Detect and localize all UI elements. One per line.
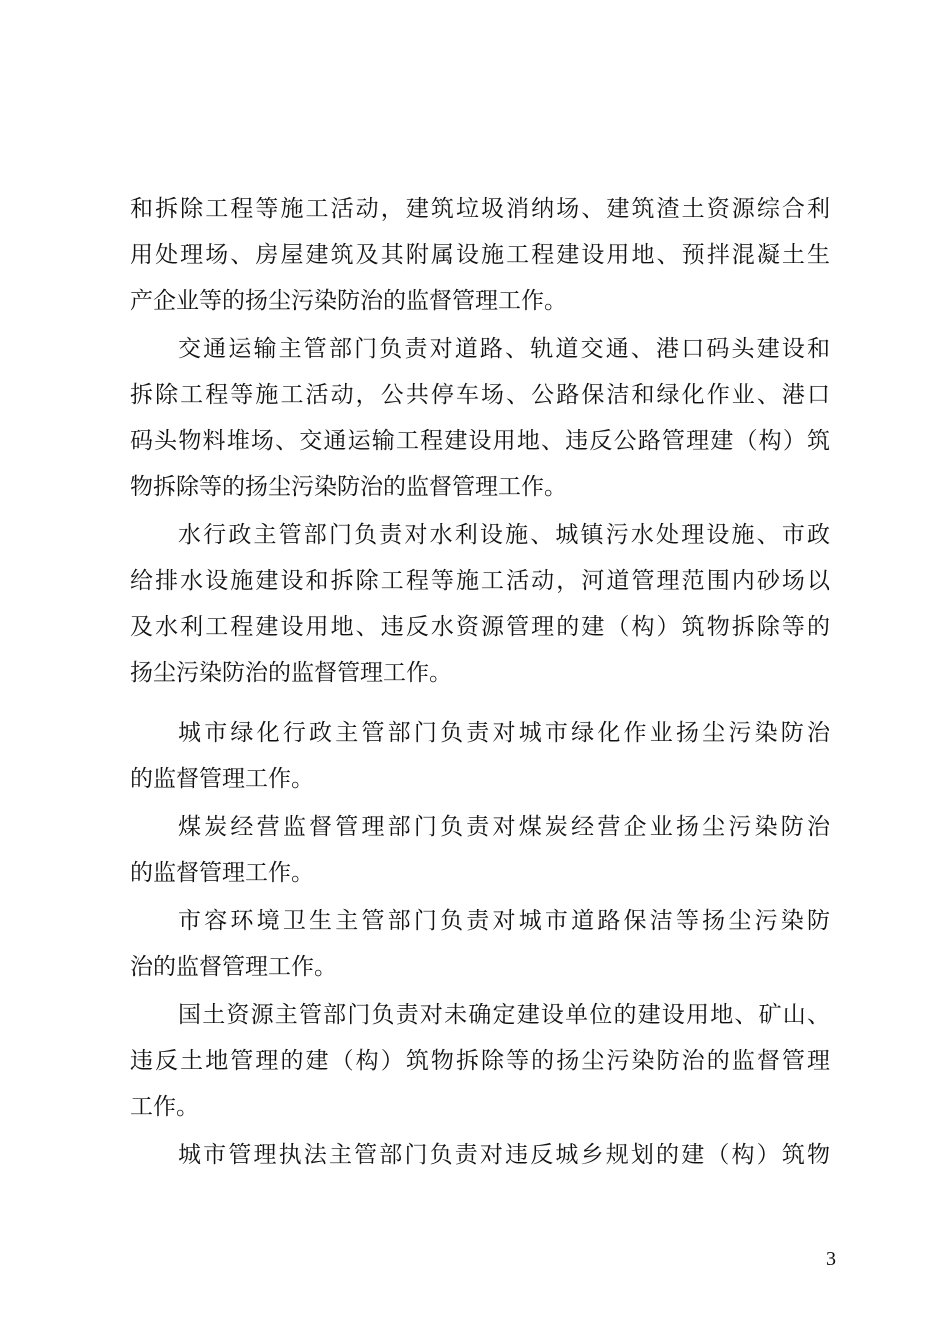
text-line: 工作。 (130, 1094, 199, 1120)
paragraph-start-line: 水行政主管部门负责对水利设施、城镇污水处理设施、市政 (178, 522, 830, 548)
paragraph-start-line: 煤炭经营监督管理部门负责对煤炭经营企业扬尘污染防治 (178, 814, 830, 840)
text-line: 用处理场、房屋建筑及其附属设施工程建设用地、预拌混凝土生 (130, 242, 830, 268)
paragraph-start-line: 城市管理执法主管部门负责对违反城乡规划的建（构）筑物 (178, 1142, 830, 1168)
text-line: 拆除工程等施工活动，公共停车场、公路保洁和绿化作业、港口 (130, 382, 830, 408)
page-number: 3 (826, 1248, 836, 1270)
text-line: 及水利工程建设用地、违反水资源管理的建（构）筑物拆除等的 (130, 614, 830, 640)
text-line: 和拆除工程等施工活动，建筑垃圾消纳场、建筑渣土资源综合利 (130, 196, 830, 222)
text-line: 的监督管理工作。 (130, 766, 314, 792)
paragraph-start-line: 交通运输主管部门负责对道路、轨道交通、港口码头建设和 (178, 336, 830, 362)
text-line: 码头物料堆场、交通运输工程建设用地、违反公路管理建（构）筑 (130, 428, 830, 454)
text-line: 给排水设施建设和拆除工程等施工活动，河道管理范围内砂场以 (130, 568, 830, 594)
text-line: 违反土地管理的建（构）筑物拆除等的扬尘污染防治的监督管理 (130, 1048, 830, 1074)
text-line: 治的监督管理工作。 (130, 954, 337, 980)
text-line: 的监督管理工作。 (130, 860, 314, 886)
text-line: 扬尘污染防治的监督管理工作。 (130, 660, 452, 686)
paragraph-start-line: 国土资源主管部门负责对未确定建设单位的建设用地、矿山、 (178, 1002, 830, 1028)
text-line: 产企业等的扬尘污染防治的监督管理工作。 (130, 288, 567, 314)
paragraph-start-line: 城市绿化行政主管部门负责对城市绿化作业扬尘污染防治 (178, 720, 830, 746)
text-line: 物拆除等的扬尘污染防治的监督管理工作。 (130, 474, 567, 500)
paragraph-start-line: 市容环境卫生主管部门负责对城市道路保洁等扬尘污染防 (178, 908, 830, 934)
